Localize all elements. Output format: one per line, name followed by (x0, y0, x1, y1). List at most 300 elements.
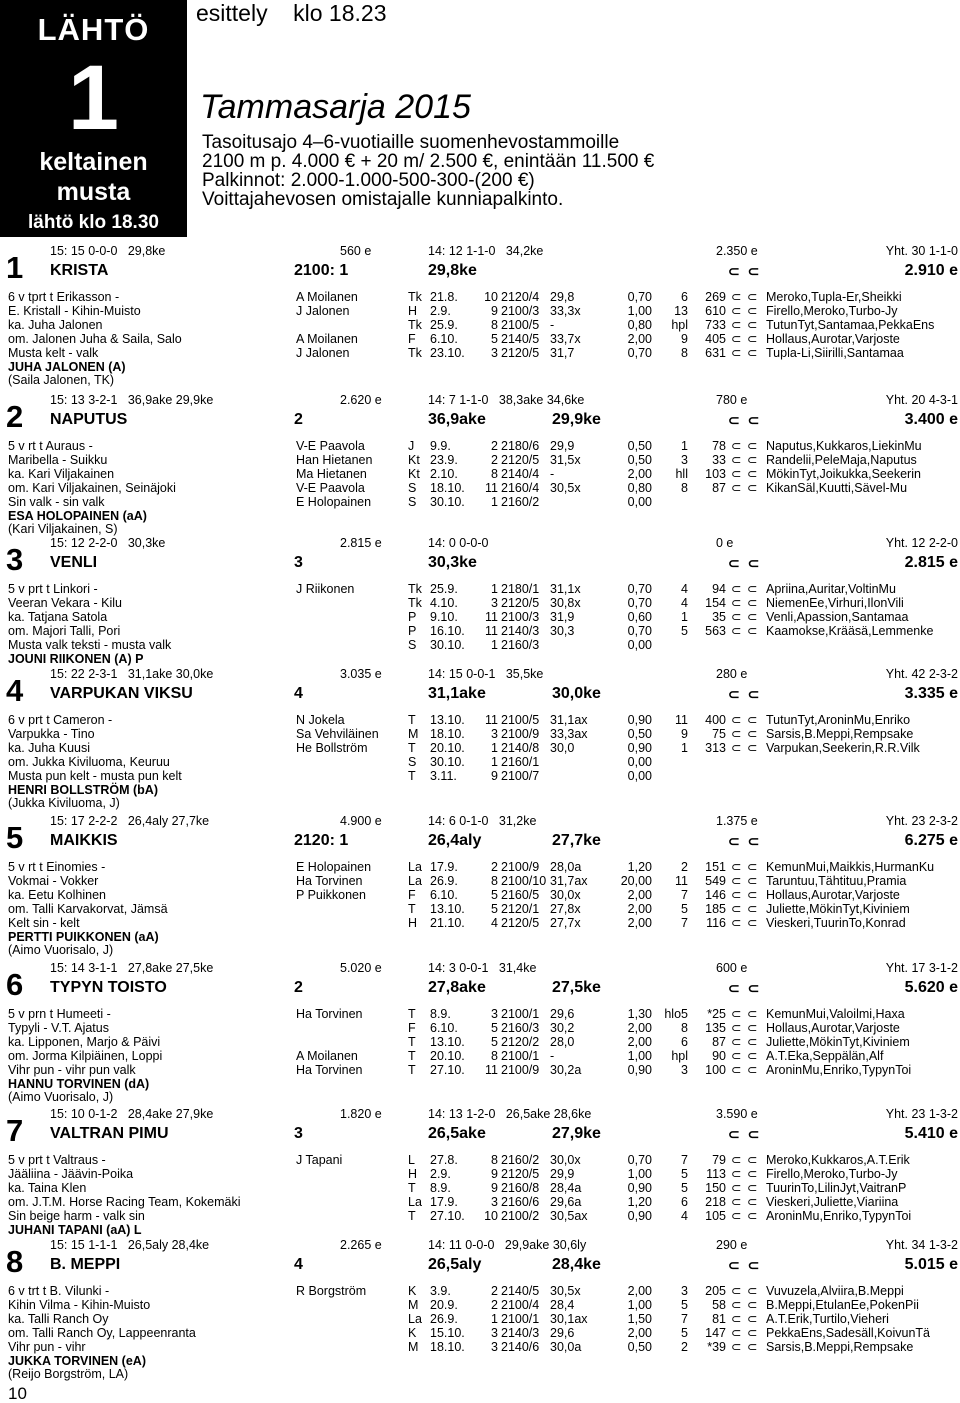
shoes-icon: ⊂ ⊂ (728, 263, 762, 279)
start-horses: Firello,Meroko,Turbo-Jy (766, 303, 898, 318)
start-place: 5 (681, 1297, 688, 1312)
start-date: 6.10. (430, 331, 458, 346)
start-prize: 151 (705, 860, 726, 874)
start-dist: 2160/3 (501, 637, 540, 652)
start-date: 2.9. (430, 303, 451, 318)
start-date: 18.10. (430, 480, 465, 495)
total-stats: Yht. 23 1-3-2 (885, 1107, 958, 1121)
start-track: F (408, 887, 416, 902)
shoes-icon: ⊂ ⊂ (731, 1208, 759, 1223)
start-time: 30,2 (550, 1020, 575, 1035)
start-pos: 3 (491, 595, 498, 610)
money-2015: 2.815 e (340, 536, 382, 550)
horse-info-line: ESA HOLOPAINEN (aA) (8, 508, 147, 523)
stats-2015: 15: 15 0-0-0 29,8ke (50, 244, 166, 258)
start-place: 7 (681, 1311, 688, 1326)
start-prize: 58 (712, 1297, 726, 1312)
start-place: 9 (681, 331, 688, 346)
shoes-icon: ⊂ ⊂ (728, 980, 762, 996)
start-place: 5 (681, 1180, 688, 1195)
start-horses: Meroko,Kukkaros,A.T.Erik (766, 1153, 910, 1167)
start-driver: E Holopainen (296, 860, 372, 874)
start-driver: He Bollström (296, 740, 368, 755)
start-track: S (408, 494, 417, 509)
start-date: 9.9. (430, 439, 451, 453)
start-pos: 10 (484, 1208, 498, 1223)
stats-2014: 14: 11 0-0-0 29,9ake 30,6ly (428, 1238, 587, 1252)
start-date: 4.10. (430, 595, 458, 610)
start-prize: 78 (712, 439, 726, 453)
handicap-distance: 3 (294, 554, 303, 571)
total-stats: Yht. 23 2-3-2 (885, 814, 958, 828)
horse-info-line: Maribella - Suikku (8, 452, 108, 467)
horse-number: 8 (6, 1244, 24, 1279)
start-odds: 2,00 (627, 915, 652, 930)
start-time: 31,9 (550, 609, 575, 624)
start-time: 27,7x (550, 915, 581, 930)
start-horses: KemunMui,Maikkis,HurmanKu (766, 860, 935, 874)
start-track: H (408, 1166, 418, 1181)
horse-number: 3 (6, 542, 24, 577)
horse-info-line: om. Talli Ranch Oy, Lappeenranta (8, 1325, 196, 1340)
start-time: - (550, 317, 555, 332)
start-pos: 1 (491, 582, 498, 596)
handicap-distance: 3 (294, 1125, 303, 1142)
total-money: 5.620 e (904, 979, 958, 996)
horse-name: NAPUTUS (50, 411, 128, 428)
horse-number: 1 (6, 250, 24, 285)
start-pos: 9 (491, 768, 498, 783)
stats-2015: 15: 14 3-1-1 27,8ake 27,5ke (50, 961, 214, 975)
start-date: 30.10. (430, 494, 465, 509)
start-date: 6.10. (430, 1020, 458, 1035)
start-prize: 103 (705, 466, 726, 481)
race-info-line: Voittajahevosen omistajalle kunniapalkinto. (202, 189, 564, 210)
start-place: hpl (671, 1048, 688, 1063)
start-pos: 1 (491, 637, 498, 652)
start-track: T (408, 1007, 416, 1021)
total-money: 3.400 e (904, 411, 958, 428)
start-pos: 10 (484, 290, 498, 304)
shoes-icon: ⊂ ⊂ (728, 833, 762, 849)
start-driver: Ma Hietanen (296, 466, 367, 481)
handicap-distance: 2120: 1 (294, 832, 349, 849)
start-track: Tk (408, 595, 422, 610)
start-horses: Juliette,MökinTyt,Kiviniem (766, 901, 910, 916)
horse-info-line: om. Jukka Kiviluoma, Keuruu (8, 754, 170, 769)
start-driver: P Puikkonen (296, 887, 366, 902)
money-2014: 780 e (716, 393, 748, 407)
start-date: 3.11. (430, 768, 457, 783)
horse-entry (0, 957, 960, 1105)
start-pos: 9 (491, 1180, 498, 1195)
stats-2015: 15: 22 2-3-1 31,1ake 30,0ke (50, 667, 214, 681)
horse-info-line: JUHANI TAPANI (aA) L (8, 1222, 142, 1237)
start-place: 8 (681, 480, 688, 495)
shoes-icon: ⊂ ⊂ (731, 439, 759, 453)
horse-info-line: om. Jalonen Juha & Saila, Salo (8, 331, 182, 346)
start-track: Tk (408, 582, 422, 596)
start-pos: 3 (491, 345, 498, 360)
start-time: - (550, 466, 555, 481)
horse-info-line: Vihr pun - vihr pun valk (8, 1062, 136, 1077)
start-odds: 0,70 (627, 345, 652, 360)
shoes-icon: ⊂ ⊂ (731, 303, 759, 318)
start-horses: Randelii,PeleMaja,Naputus (766, 452, 917, 467)
start-dist: 2160/4 (501, 480, 540, 495)
stats-2014: 14: 13 1-2-0 26,5ake 28,6ke (428, 1107, 592, 1121)
start-driver: N Jokela (296, 713, 345, 727)
start-odds: 1,30 (627, 1007, 652, 1021)
start-time: 29,6 (550, 1325, 575, 1340)
start-date: 2.9. (430, 1166, 451, 1181)
start-track: La (408, 1194, 422, 1209)
start-date: 23.9. (430, 452, 458, 467)
start-odds: 2,00 (627, 901, 652, 916)
shoes-icon: ⊂ ⊂ (728, 1257, 762, 1273)
start-track: P (408, 623, 417, 638)
start-driver: A Moilanen (296, 290, 358, 304)
start-place: 6 (681, 1194, 688, 1209)
start-track: F (408, 1020, 416, 1035)
shoes-icon: ⊂ ⊂ (731, 480, 759, 495)
start-track: S (408, 637, 417, 652)
start-date: 8.9. (430, 1180, 451, 1195)
start-pos: 2 (491, 1297, 498, 1312)
record-auto: 26,5aly (428, 1256, 482, 1273)
start-odds: 2,00 (627, 1034, 652, 1049)
start-horses: TuurinTo,LilinJyt,VaitranP (766, 1180, 907, 1195)
start-horses: B.Meppi,EtulanEe,PokenPii (766, 1297, 919, 1312)
horse-entry (0, 389, 960, 537)
start-track: S (408, 754, 417, 769)
start-date: 30.10. (430, 637, 465, 652)
start-dist: 2140/6 (501, 1339, 540, 1354)
start-track: La (408, 873, 422, 888)
start-pos: 8 (491, 1153, 498, 1167)
start-place: 4 (681, 582, 688, 596)
start-odds: 2,00 (627, 466, 652, 481)
race-info-line: Palkinnot: 2.000-1.000-500-300-(200 €) (202, 170, 535, 191)
start-pos: 1 (491, 494, 498, 509)
start-odds: 0,00 (627, 768, 652, 783)
race-number: 1 (67, 47, 120, 149)
start-track: L (408, 1153, 415, 1167)
horse-info-line: Vokmai - Vokker (8, 873, 99, 888)
start-place: 11 (675, 873, 688, 888)
shoes-icon: ⊂ ⊂ (731, 873, 759, 888)
record-auto: 36,9ake (428, 411, 486, 428)
start-prize: 631 (705, 345, 726, 360)
record-volt: 27,7ke (552, 832, 601, 849)
shoes-icon: ⊂ ⊂ (731, 1180, 759, 1195)
record-auto: 26,5ake (428, 1125, 486, 1142)
horse-info-line: 5 v prt t Valtraus - (8, 1153, 106, 1167)
start-time: 28,4 (550, 1297, 575, 1312)
start-driver: J Jalonen (296, 303, 350, 318)
start-driver: E Holopainen (296, 494, 372, 509)
total-stats: Yht. 20 4-3-1 (885, 393, 958, 407)
total-money: 6.275 e (904, 832, 958, 849)
stats-2014: 14: 12 1-1-0 34,2ke (428, 244, 544, 258)
start-driver: Ha Torvinen (296, 873, 363, 888)
start-dist: 2100/3 (501, 609, 540, 624)
start-driver: A Moilanen (296, 331, 358, 346)
start-driver: Han Hietanen (296, 452, 373, 467)
start-horses: Taruntuu,Tähtituu,Pramia (766, 873, 907, 888)
start-dist: 2120/2 (501, 1034, 540, 1049)
horse-info-line: (Jukka Kiviluoma, J) (8, 796, 120, 811)
horse-info-line: 5 v rt t Einomies - (8, 860, 106, 874)
start-prize: 610 (705, 303, 726, 318)
total-money: 5.015 e (904, 1256, 958, 1273)
start-horses: Meroko,Tupla-Er,Sheikki (766, 290, 902, 304)
total-stats: Yht. 34 1-3-2 (885, 1238, 958, 1252)
page-number: 10 (8, 1384, 27, 1403)
start-dist: 2100/9 (501, 726, 540, 741)
shoes-icon: ⊂ ⊂ (731, 915, 759, 930)
total-money: 2.910 e (904, 262, 958, 279)
shoes-icon: ⊂ ⊂ (728, 412, 762, 428)
stats-2015: 15: 15 1-1-1 26,5aly 28,4ke (50, 1238, 210, 1252)
horse-info-line: om. Jorma Kilpiäinen, Loppi (8, 1048, 163, 1063)
money-2014: 2.350 e (716, 244, 758, 258)
start-time: 30,0x (550, 887, 581, 902)
start-place: 1 (681, 439, 688, 453)
race-title: Tammasarja 2015 (200, 88, 471, 126)
shoes-icon: ⊂ ⊂ (731, 901, 759, 916)
start-pos: 8 (491, 317, 498, 332)
shoes-icon: ⊂ ⊂ (731, 1034, 759, 1049)
start-track: H (408, 915, 418, 930)
start-place: 6 (681, 290, 688, 304)
start-track: J (408, 439, 415, 453)
start-time: 30,5ax (550, 1208, 588, 1223)
start-time: 33,3x (550, 303, 581, 318)
shoes-icon: ⊂ ⊂ (731, 1284, 759, 1298)
start-date: 18.10. (430, 726, 465, 741)
horse-info-line: Veeran Vekara - Kilu (8, 595, 122, 610)
start-place: 8 (681, 345, 688, 360)
horse-info-line: (Aimo Vuorisalo, J) (8, 943, 114, 958)
horse-info-line: JOUNI RIIKONEN (A) P (8, 651, 144, 666)
stats-2015: 15: 12 2-2-0 30,3ke (50, 536, 166, 550)
horse-info-line: ka. Lipponen, Marjo & Päivi (8, 1034, 161, 1049)
start-date: 6.10. (430, 887, 458, 902)
start-date: 27.8. (430, 1153, 458, 1167)
horse-entry (0, 663, 960, 811)
money-2015: 1.820 e (340, 1107, 382, 1121)
start-pos: 2 (491, 860, 498, 874)
start-horses: Sarsis,B.Meppi,Rempsake (766, 726, 914, 741)
start-time: 29,8 (550, 290, 575, 304)
shoes-icon: ⊂ ⊂ (731, 713, 759, 727)
start-odds: 1,20 (627, 860, 652, 874)
start-prize: 87 (712, 480, 726, 495)
start-date: 8.9. (430, 1007, 451, 1021)
start-dist: 2120/5 (501, 1166, 540, 1181)
start-dist: 2160/3 (501, 1020, 540, 1035)
start-odds: 1,50 (627, 1311, 652, 1326)
money-2015: 4.900 e (340, 814, 382, 828)
start-dist: 2160/2 (501, 1153, 540, 1167)
start-odds: 0,70 (627, 582, 652, 596)
start-dist: 2140/3 (501, 623, 540, 638)
start-time: 28,0a (550, 860, 582, 874)
start-dist: 2140/5 (501, 331, 540, 346)
start-odds: 0,60 (627, 609, 652, 624)
handicap-distance: 2 (294, 411, 303, 428)
start-place: 1 (681, 740, 688, 755)
start-prize: 146 (705, 887, 726, 902)
start-pos: 8 (491, 466, 498, 481)
start-horses: Vuvuzela,Alviira,B.Meppi (766, 1284, 904, 1298)
money-2014: 280 e (716, 667, 748, 681)
start-pos: 1 (491, 1311, 498, 1326)
start-odds: 0,00 (627, 494, 652, 509)
shoes-icon: ⊂ ⊂ (731, 1339, 759, 1354)
start-prize: 733 (705, 317, 726, 332)
start-track: La (408, 860, 422, 874)
start-date: 20.9. (430, 1297, 458, 1312)
horse-info-line: JUHA JALONEN (A) (8, 359, 126, 374)
start-dist: 2140/4 (501, 466, 540, 481)
start-prize: 100 (705, 1062, 726, 1077)
start-dist: 2100/5 (501, 317, 540, 332)
start-time: 30,3 (550, 623, 575, 638)
start-time: 31,1x (550, 582, 581, 596)
start-prize: 105 (705, 1208, 726, 1223)
start-track: T (408, 713, 416, 727)
start-horses: Venli,Apassion,Santamaa (766, 609, 909, 624)
start-dist: 2120/1 (501, 901, 540, 916)
start-prize: 87 (712, 1034, 726, 1049)
start-pos: 11 (485, 623, 498, 638)
horse-name: B. MEPPI (50, 1256, 121, 1273)
start-dist: 2100/9 (501, 860, 540, 874)
start-date: 20.10. (430, 1048, 465, 1063)
start-driver: V-E Paavola (296, 439, 365, 453)
start-horses: A.T.Eka,Seppälän,Alf (766, 1048, 884, 1063)
shoes-icon: ⊂ ⊂ (728, 555, 762, 571)
start-dist: 2100/1 (501, 1048, 540, 1063)
start-date: 30.10. (430, 754, 465, 769)
stats-2015: 15: 17 2-2-2 26,4aly 27,7ke (50, 814, 210, 828)
start-time: 30,1ax (550, 1311, 588, 1326)
start-horses: TutunTyt,Santamaa,PekkaEns (766, 317, 935, 332)
start-odds: 0,90 (627, 1180, 652, 1195)
start-odds: 20,00 (620, 873, 652, 888)
start-odds: 1,20 (627, 1194, 652, 1209)
money-2015: 2.265 e (340, 1238, 382, 1252)
horse-info-line: om. Majori Talli, Pori (8, 623, 121, 638)
start-horses: Juliette,MökinTyt,Kiviniem (766, 1034, 910, 1049)
start-time: 31,5x (550, 452, 581, 467)
start-prize: 218 (705, 1194, 726, 1209)
horse-info-line: HANNU TORVINEN (dA) (8, 1076, 150, 1091)
start-pos: 11 (485, 480, 498, 495)
horse-number: 5 (6, 820, 24, 855)
start-track: M (408, 1297, 419, 1312)
start-dist: 2100/7 (501, 768, 540, 783)
start-place: 7 (681, 887, 688, 902)
start-date: 17.9. (430, 860, 458, 874)
start-place: 7 (681, 915, 688, 930)
record-auto: 27,8ake (428, 979, 486, 996)
horse-info-line: Sin valk - sin valk (8, 494, 105, 509)
start-driver: Ha Torvinen (296, 1062, 363, 1077)
start-time: 30,8x (550, 595, 581, 610)
start-prize: 35 (712, 609, 726, 624)
shoes-icon: ⊂ ⊂ (731, 887, 759, 902)
start-odds: 1,00 (627, 1297, 652, 1312)
record-volt: 29,9ke (552, 411, 601, 428)
start-dist: 2100/1 (501, 1311, 540, 1326)
start-odds: 2,00 (627, 1020, 652, 1035)
horse-entry (0, 1234, 960, 1382)
start-odds: 0,00 (627, 754, 652, 769)
horse-info-line: Kihin Vilma - Kihin-Muisto (8, 1297, 151, 1312)
start-pos: 5 (491, 1020, 498, 1035)
start-odds: 1,00 (627, 1166, 652, 1181)
start-pos: 2 (491, 439, 498, 453)
start-dist: 2120/5 (501, 345, 540, 360)
record-volt: 28,4ke (552, 1256, 601, 1273)
start-prize: 147 (705, 1325, 726, 1340)
horse-info-line: PERTTI PUIKKONEN (aA) (8, 929, 159, 944)
stats-2014: 14: 15 0-0-1 35,5ke (428, 667, 544, 681)
horse-info-line: ka. Talli Ranch Oy (8, 1311, 109, 1326)
horse-info-line: om. Talli Karvakorvat, Jämsä (8, 901, 168, 916)
start-dist: 2160/2 (501, 494, 540, 509)
start-track: Tk (408, 290, 422, 304)
horse-name: KRISTA (50, 262, 109, 279)
start-date: 13.10. (430, 1034, 465, 1049)
start-time: - (550, 1048, 555, 1063)
start-place: 9 (681, 726, 688, 741)
start-time: 30,2a (550, 1062, 582, 1077)
shoes-icon: ⊂ ⊂ (731, 331, 759, 346)
horse-info-line: ka. Juha Kuusi (8, 740, 90, 755)
start-time: 28,4a (550, 1180, 582, 1195)
shoes-icon: ⊂ ⊂ (731, 1048, 759, 1063)
horse-entry (0, 240, 960, 388)
start-time: 33,7x (550, 331, 581, 346)
record-auto: 26,4aly (428, 832, 482, 849)
start-prize: 90 (712, 1048, 726, 1063)
horse-info-line: JUKKA TORVINEN (eA) (8, 1353, 146, 1368)
start-odds: 0,00 (627, 637, 652, 652)
start-prize: 75 (712, 726, 726, 741)
start-place: 2 (681, 860, 688, 874)
race-info (202, 133, 654, 209)
stats-2015: 15: 10 0-1-2 28,4ake 27,9ke (50, 1107, 214, 1121)
start-track: T (408, 768, 416, 783)
handicap-distance: 2100: 1 (294, 262, 349, 279)
start-track: F (408, 331, 416, 346)
start-dist: 2160/1 (501, 754, 540, 769)
start-place: 8 (681, 1020, 688, 1035)
start-pos: 2 (491, 1284, 498, 1298)
start-horses: Kaamokse,Krääsä,Lemmenke (766, 623, 934, 638)
total-money: 3.335 e (904, 685, 958, 702)
horse-info-line: Jääliina - Jäävin-Poika (8, 1166, 134, 1181)
shoes-icon: ⊂ ⊂ (731, 1166, 759, 1181)
stats-2014: 14: 7 1-1-0 38,3ake 34,6ke (428, 393, 585, 407)
start-track: S (408, 480, 417, 495)
total-stats: Yht. 42 2-3-2 (885, 667, 958, 681)
start-prize: 81 (712, 1311, 726, 1326)
